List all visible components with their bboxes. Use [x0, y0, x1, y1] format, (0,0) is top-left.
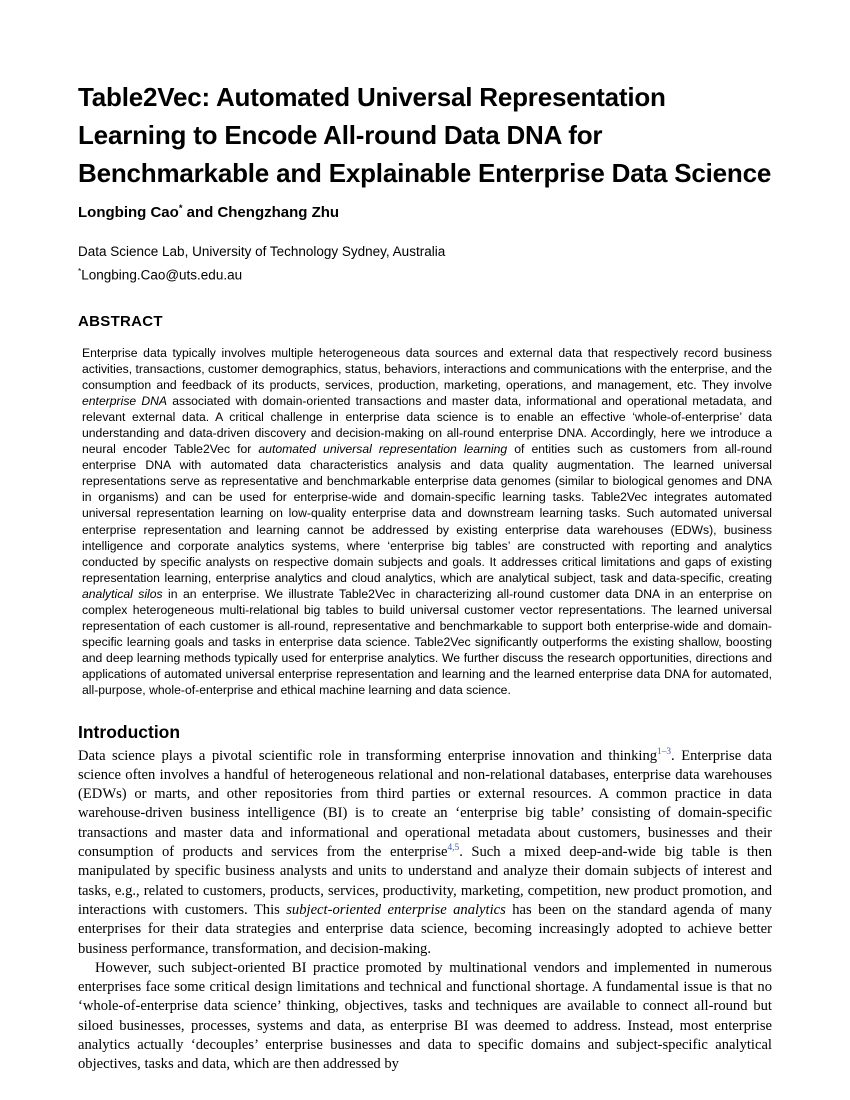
- text-run: has been on the standard agenda of many enterprises for their data strategies and enterprise data science, becoming increasingly adopted to achieve better business performance, transformation, and decision-making.: [78, 901, 772, 957]
- text-run: Data science plays a pivotal scientific role in transforming enterprise innovation and thinking: [78, 747, 658, 764]
- emphasis-text: subject-oriented enterprise analytics: [286, 901, 506, 918]
- text-run: . Enterprise data science often involves a handful of heterogeneous relational and non-relational databases, enterprise data warehouses (EDWs) or marts, and other repositories from third parties or external resources. A common practice in data warehouse-driven business intelligence (BI) is to create an ‘enterprise big table’ consisting of domain-specific transactions and master data and informational and operational metadata about customers, businesses and their consumption of products and services from the enterprise: [78, 747, 772, 861]
- text-run: . Such a mixed deep-and-wide big table is then manipulated by specific business analysts and units to understand and analyze their domain subjects of interest and tasks, e.g., related to customers, products, services, productivity, marketing, competition, new product promotion, and interactions with customers. This: [78, 844, 772, 918]
- text-run: of entities such as customers from all-round enterprise DNA with automated data characteristics analysis and data quality augmentation. The learned universal representations serve as representative and benchmarkable enterprise data genomes (similar to biological genomes and DNA in organisms) and can be used for enterprise-wide and domain-specific learning tasks. Table2Vec integrates automated universal representation learning on low-quality enterprise data and downstream learning tasks. Such automated universal enterprise representation and learning cannot be addressed by existing enterprise data warehouses (EDWs), business intelligence and corporate analytics systems, where ‘enterprise big tables’ are constructed with reporting and analytics conducted by specific analysts on respective domain subjects and goals. It addresses critical limitations and gaps of existing representation learning, enterprise analytics and cloud analytics, which are analytical subject, task and data-specific, creating: [82, 442, 772, 585]
- text-run: associated with domain-oriented transactions and master data, informational and operational metadata, and relevant external data. A critical challenge in enterprise data science is to enable an effective ‘whole-of-enterprise’ data understanding and data-driven discovery and decision-making on all-round enterprise DNA. Accordingly, here we introduce a neural encoder Table2Vec for: [82, 393, 772, 457]
- corresponding-email: [78, 262, 772, 285]
- introduction-paragraph: [78, 747, 772, 959]
- abstract-body: [82, 345, 772, 699]
- text-run: However, such subject-oriented BI practice promoted by multinational vendors and implemented in numerous enterprises face some critical design limitations and technical and functional shortage. A fundamental issue is that no ‘whole-of-enterprise data science’ thinking, objectives, tasks and techniques are available to connect all-round but siloed businesses, processes, systems and data, as enterprise BI was deemed to address. Instead, most enterprise analytics actually ‘decouples’ enterprise businesses and data to specific domains and subject-specific analytical objectives, tasks and data, which are then addressed by: [78, 959, 772, 1073]
- footnote-marker: *: [178, 203, 183, 213]
- citation-link[interactable]: 4,5: [447, 843, 460, 854]
- citation-link[interactable]: 1–3: [657, 746, 672, 757]
- emphasis-text: enterprise DNA: [82, 393, 168, 408]
- introduction-body: [78, 747, 772, 1075]
- text-run: Longbing Cao: [78, 204, 179, 221]
- text-run: and Chengzhang Zhu: [182, 204, 340, 221]
- introduction-paragraph: [78, 959, 772, 1075]
- emphasis-text: automated universal representation learning: [258, 442, 508, 457]
- abstract-heading: ABSTRACT: [78, 312, 163, 330]
- paper-title: Table2Vec: Automated Universal Representation Learning to Encode All-round Data DNA for Benchmarkable and Explainable Enterprise Data Science: [78, 82, 772, 188]
- affiliation-block: [78, 243, 772, 285]
- affiliation: Data Science Lab, University of Technology Sydney, Australia: [78, 244, 446, 259]
- emphasis-text: analytical silos: [82, 586, 163, 601]
- introduction-heading: Introduction: [78, 721, 181, 742]
- author-line: [78, 198, 772, 223]
- text-run: in an enterprise. We illustrate Table2Vec in characterizing all-round customer data DNA in an enterprise on complex heterogeneous multi-relational big tables to build universal customer vector representations. The learned universal representation of each customer is all-round, representative and benchmarkable to support both enterprise-wide and domain-specific learning goals and tasks in enterprise data science. Table2Vec significantly outperforms the existing shallow, boosting and deep learning methods typically used for enterprise analytics. We further discuss the research opportunities, directions and applications of automated universal enterprise representation and learning and the learned enterprise data DNA for automated, all-purpose, whole-of-enterprise and ethical machine learning and data science.: [82, 586, 773, 698]
- footnote-marker: *: [78, 265, 82, 276]
- text-run: Longbing.Cao@uts.edu.au: [81, 267, 243, 282]
- text-run: Enterprise data typically involves multiple heterogeneous data sources and external data that respectively record business activities, transactions, customer demographics, status, behaviors, interactions and communications with the enterprise, and the consumption and feedback of its products, services, production, marketing, operations, and management, etc. They involve: [82, 345, 772, 392]
